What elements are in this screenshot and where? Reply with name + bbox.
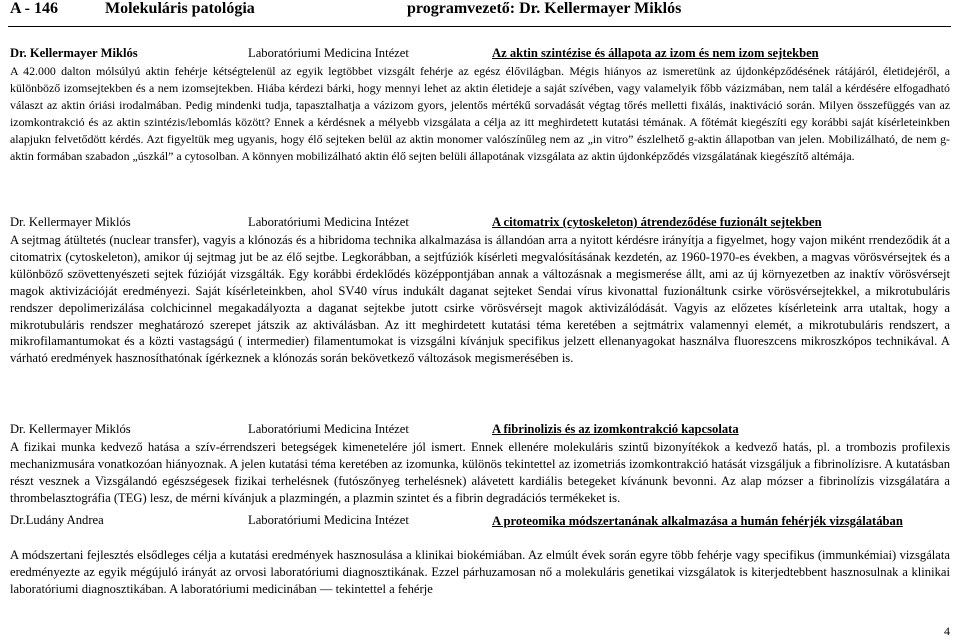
topic-header bbox=[10, 422, 950, 439]
program-lead: programvezető: Dr. Kellermayer Miklós bbox=[407, 0, 682, 17]
topic-section-1 bbox=[10, 46, 950, 164]
author-name: Dr. Kellermayer Miklós bbox=[10, 422, 131, 436]
institute-name: Laboratóriumi Medicina Intézet bbox=[248, 215, 409, 229]
topic-section-3 bbox=[10, 422, 950, 507]
author-name: Dr. Kellermayer Miklós bbox=[10, 46, 138, 60]
topic-description: A fizikai munka kedvező hatása a szív-érrendszeri betegségek kimenetelére jól ismert. Ennek ellenére molekuláris szintű bizonyítékok a kedvező hatás, pl. a trombozis profilexis mechanizmusára vonatkozóan hiányoznak. A jelen kutatási téma keretében az izomunka, különös tekintettel az izometriás izomkontrakció hatását vizsgáljuk a fibrinolízisre. A kutatásban részt vesznek a Vizsgálandó egészségesek fizikai terhelésnek (futószőnyeg terhelésnek) alávetett kardiális betegeket kívánunk bevonni. Az alap mózser a fibrinolízis vizsgálatára a thrombelasztográfia (TEG) lesz, de mérni kívánjuk a plazmingén, a plazmin szintet és a fibrin degradációs termékeket is. bbox=[10, 440, 950, 505]
topic-header bbox=[10, 215, 950, 232]
topic-description: A sejtmag átültetés (nuclear transfer), vagyis a klónozás és a hibridoma technika alkalmazása is állandóan arra a nyitott kérdésre irányítja a figyelmet, hogy vajon miként rrendeződik át a citomatrix (cytoskeleton), amikor új sejtmag jut be az élő sejtbe. Legkorábban, a sejtfúziók kísérleti megvalósításának kezdetén, az 1960-1970-es években, a magvas vörösvérsejtek és a különböző szövettenyészeti sejtek fúzióját vizsgálták. Egy korábbi érdeklődés középpontjában annak a változásnak a megismerése állt, ami az új környezetben az inaktív vörösvérsejt magok aktivizációját eredményezi. Saját kísérleteinkben, ahol SV40 vírus indukált daganat sejteket Sendai vírus kivonattal fuzionáltunk csirke vörösvérsejtekkel, a mikrotubuláris rendszer depolimerizálása colchicinnel megakadályozta a daganat sejtekbe jutott csirke vörösvérsejt magok aktivizálódását. Vagyis az előzetes kísérleteink arra utaltak, hogy a mikrotubuláris rendszer meghatározó szerepet játszik az aktiválásban. Az itt meghirdetett kutatási téma keretében a sejtmátrix valamennyi elemét, a mikrotubuláris rendszert, a mikrofilamantumokat és a közti vastagságú ( intermedier) filamentumokat is vizsgálni kívánjuk specifikus jelzett ellenanyagokat használva fluoreszcens mikroszkópos technikával. A várható eredmények hasznosíthatónak ígérkeznek a klónozás során bekövetkező változások megismerésében is. bbox=[10, 233, 950, 366]
institute-name: Laboratóriumi Medicina Intézet bbox=[248, 422, 409, 436]
topic-title: A fibrinolizis és az izomkontrakció kapcsolata bbox=[492, 422, 739, 436]
institute-name: Laboratóriumi Medicina Intézet bbox=[248, 513, 409, 527]
institute-name: Laboratóriumi Medicina Intézet bbox=[248, 46, 409, 60]
topic-title: A proteomika módszertanának alkalmazása a humán fehérjék vizsgálatában bbox=[492, 514, 903, 528]
header-divider bbox=[8, 26, 951, 27]
topic-header bbox=[10, 513, 950, 547]
author-name: Dr. Kellermayer Miklós bbox=[10, 215, 131, 229]
topic-title: A citomatrix (cytoskeleton) átrendeződése fuzionált sejtekben bbox=[492, 215, 822, 229]
topic-header bbox=[10, 46, 950, 63]
topic-description: A 42.000 dalton mólsúlyú aktin fehérje kétségtelenül az egyik legtöbbet vizsgált fehérje az egész élővilágban. Mégis hiányos az ismeretünk az újdonképződésének rátájáról, életidejéről, a különböző izomsejtekben és a nem izomsejtekben. Hiába kérdezi bárki, hogy mennyi lehet az aktin életideje a saját szívében, vagy valamelyik főbb vázizmában, nem talál a kérdésére elfogadható választ az aktin óriási irodalmában. Pedig mindenki tudja, tapasztalhatja a vázizom gyors, jelentős mértékű sorvadását végtag tőrés melletti fixálás, inaktiváció során. Milyen összefüggés van az izomkontrakció és az aktin szintézis/lebomlás között? Ennek a kérdésnek a mélyebb vizsgálata a célja az itt meghirdetett kutatási témának. A főtémát kiegészíti egy korábbi saját kísérleteinkben alapjukn felvetődött kérdés. Azt figyeltük meg ugyanis, hogy élő sejteken belül az aktin monomer valószínűleg nem az „in vitro” észlelhető g-aktin állapotban van jelen. Mobilizálható, de nem g-aktin formában szabadon „úszkál” a cytosolban. A könnyen mobilizálható aktin élő sejten belüli állapotának vizsgálata az aktin újdonképződés vizsgálatának kiegészítő altémája. bbox=[10, 64, 950, 163]
page-number: 4 bbox=[944, 624, 950, 638]
topic-description: A módszertani fejlesztés elsődleges célja a kutatási eredmények hasznosulása a klinikai biokémiában. Az elmúlt évek során egyre több fehérje vagy specifikus (immunkémiai) vizsgálata eredményezte az egyik mégújuló irányát az orvosi laboratóriumi diagnosztikának. Ezzel párhuzamosan nő a molekuláris genetikai vizsgálatok is kiterjedtebbent hasznosulnak a klinikai laboratóriumi diagnosztikában. A laboratóriumi medicinában — tekintettel a fehérje bbox=[10, 548, 950, 596]
program-code: A - 146 bbox=[10, 0, 58, 17]
topic-section-4 bbox=[10, 513, 950, 598]
topic-title: Az aktin szintézise és állapota az izom és nem izom sejtekben bbox=[492, 46, 819, 60]
program-title: Molekuláris patológia bbox=[105, 0, 255, 17]
topic-section-2 bbox=[10, 215, 950, 367]
author-name: Dr.Ludány Andrea bbox=[10, 513, 104, 527]
page-header bbox=[10, 0, 950, 28]
